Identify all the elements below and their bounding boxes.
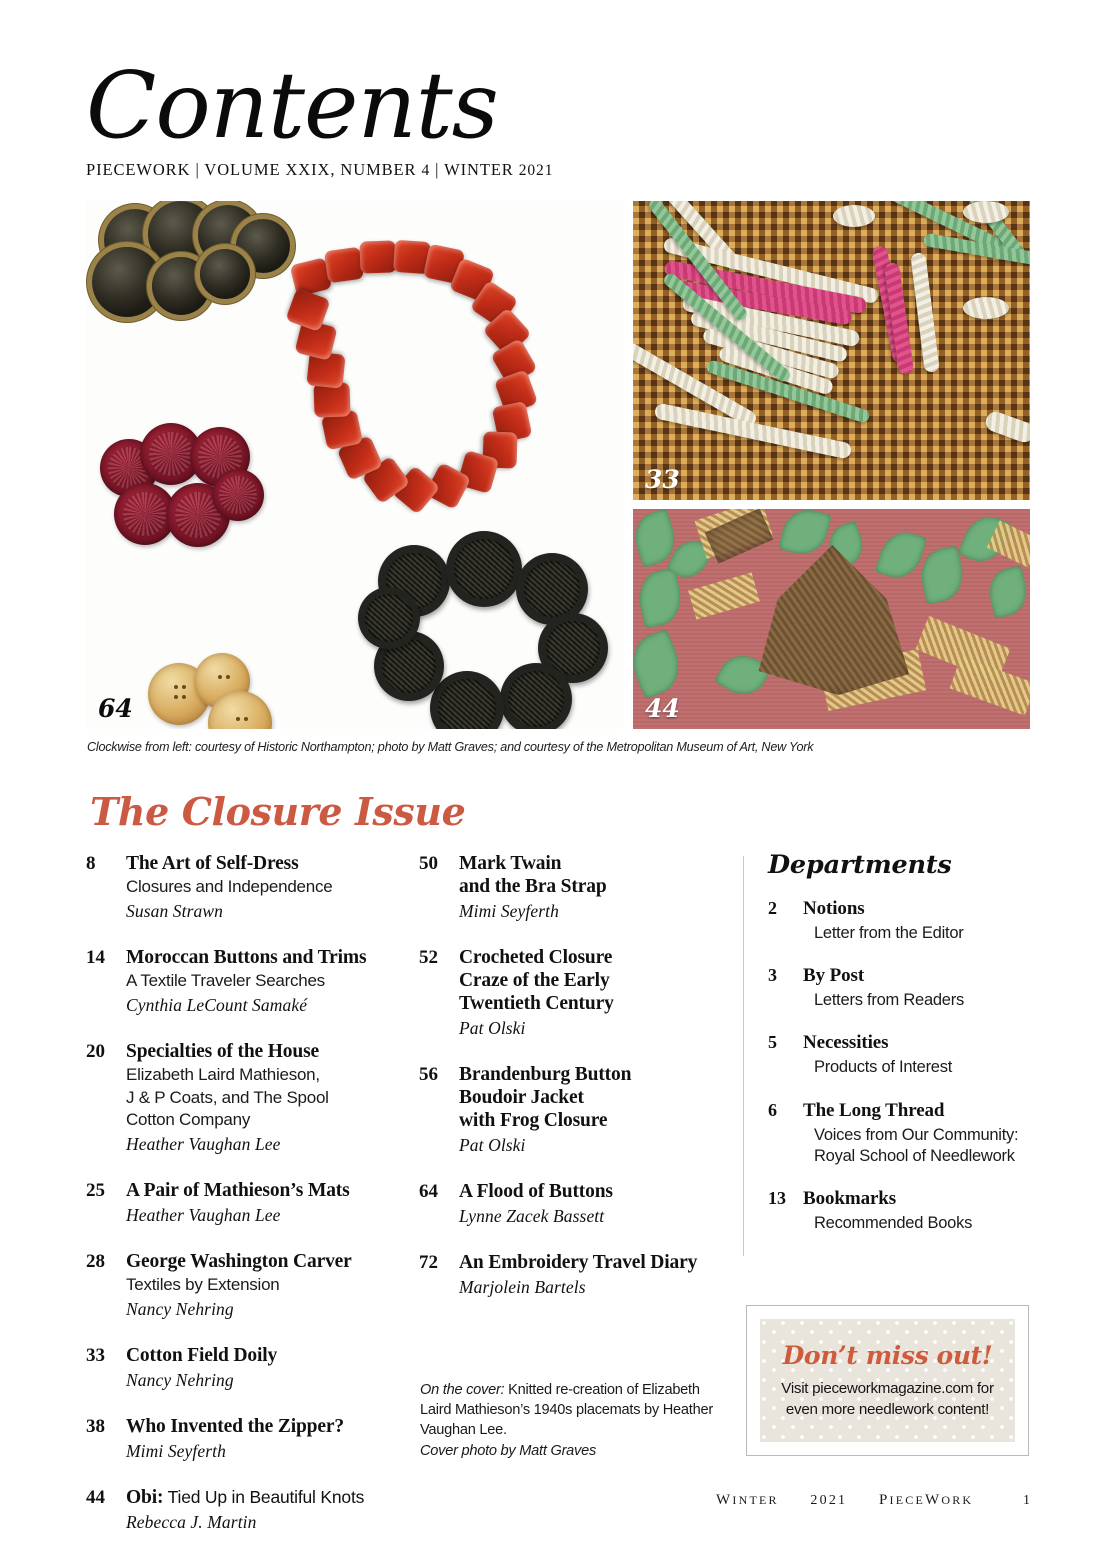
toc-entry-author: Nancy Nehring xyxy=(126,1369,234,1390)
toc-entry[interactable] xyxy=(86,1250,404,1321)
toc-entry-body xyxy=(459,1063,731,1157)
department-page-number: 6 xyxy=(768,1099,777,1120)
toc-entry[interactable] xyxy=(86,1344,404,1392)
department-title: By Post xyxy=(803,965,865,987)
toc-entry-body xyxy=(126,1179,404,1227)
department-subtitle: Products of Interest xyxy=(814,1058,953,1077)
toc-entry-body xyxy=(126,1344,404,1392)
toc-entry-author: Mimi Seyferth xyxy=(126,1440,226,1461)
toc-entry-subtitle: Closures and Independence xyxy=(126,877,333,896)
toc-entry-subtitle: Elizabeth Laird Mathieson, J & P Coats, and The Spool Cotton Company xyxy=(126,1065,329,1129)
toc-page-number: 72 xyxy=(419,1251,438,1273)
toc-entry[interactable] xyxy=(86,1040,404,1156)
toc-entry-title: An Embroidery Travel Diary xyxy=(459,1251,698,1273)
cover-note-text: Knitted re-creation of Elizabeth Laird Mathieson’s 1940s placemats by Heather Vaughan Lee. xyxy=(420,1382,713,1439)
toc-entry-body xyxy=(459,1180,731,1228)
toc-entry[interactable] xyxy=(86,1179,404,1227)
department-page-number: 3 xyxy=(768,965,777,986)
promo-body-text: Visit pieceworkmagazine.com for even more needlework content! xyxy=(781,1380,994,1418)
toc-entry-author: Heather Vaughan Lee xyxy=(126,1204,281,1225)
photo-burlap-embroidery xyxy=(633,201,1030,500)
photo-page-label-33: 33 xyxy=(645,465,680,494)
toc-entry-title: George Washington Carver xyxy=(126,1250,352,1272)
toc-entry-author: Cynthia LeCount Samaké xyxy=(126,995,308,1016)
toc-page-number: 20 xyxy=(86,1041,105,1063)
toc-entry[interactable] xyxy=(86,852,404,923)
promo-inner-panel xyxy=(760,1319,1015,1442)
toc-entry-title: A Pair of Mathieson’s Mats xyxy=(126,1179,350,1201)
department-entry-body xyxy=(803,1032,1058,1078)
toc-page-number: 38 xyxy=(86,1415,105,1437)
toc-entry-body xyxy=(126,1040,404,1156)
toc-entry-author: Nancy Nehring xyxy=(126,1299,234,1320)
toc-entry-author: Mimi Seyferth xyxy=(459,901,559,921)
toc-entry[interactable] xyxy=(419,852,731,923)
cover-photo-credit: Cover photo by Matt Graves xyxy=(420,1443,597,1460)
toc-entry-author: Pat Olski xyxy=(459,1017,526,1038)
photo-grid xyxy=(86,201,1030,729)
department-subtitle: Letters from Readers xyxy=(814,991,964,1010)
department-page-number: 5 xyxy=(768,1032,777,1053)
issue-heading: The Closure Issue xyxy=(90,789,466,834)
toc-page-number: 28 xyxy=(86,1250,105,1272)
department-title: Necessities xyxy=(803,1032,889,1054)
department-subtitle: Recommended Books xyxy=(814,1214,973,1233)
toc-entry-author: Pat Olski xyxy=(459,1134,526,1155)
department-entry[interactable] xyxy=(768,1100,1058,1168)
toc-entry[interactable] xyxy=(419,1180,731,1228)
promo-headline: Don’t miss out! xyxy=(782,1341,993,1371)
department-page-number: 2 xyxy=(768,898,777,918)
footer-folio: 1 xyxy=(1023,1493,1030,1508)
toc-entry-author: Heather Vaughan Lee xyxy=(126,1134,281,1155)
toc-entry-body xyxy=(126,852,404,923)
footer-magazine: PIECEWORK xyxy=(878,1492,974,1508)
photo-buttons-collection xyxy=(86,201,623,729)
toc-entry-body xyxy=(126,1415,404,1463)
departments-section xyxy=(768,850,1058,1256)
toc-entry-body xyxy=(126,946,404,1017)
department-title: Notions xyxy=(803,898,865,919)
department-entry[interactable] xyxy=(768,1032,1058,1078)
toc-page-number: 44 xyxy=(86,1486,105,1508)
department-entry-body xyxy=(803,1100,1058,1168)
toc-column-1 xyxy=(86,852,404,1557)
toc-entry-author: Susan Strawn xyxy=(126,901,223,922)
toc-entry-subtitle: A Textile Traveler Searches xyxy=(126,971,325,991)
toc-page-number: 52 xyxy=(419,946,438,968)
toc-entry-body xyxy=(459,1251,731,1299)
toc-entry-title: Obi: Tied Up in Beautiful Knots xyxy=(126,1486,365,1508)
toc-entry-title: A Flood of Buttons xyxy=(459,1180,613,1202)
toc-entry-title: Specialties of the House xyxy=(126,1041,320,1063)
issue-line: PIECEWORK | VOLUME XXIX, NUMBER 4 | WINTER 2021 xyxy=(86,160,554,180)
toc-page-number: 33 xyxy=(86,1344,105,1366)
toc-entry-title: Mark Twain and the Bra Strap xyxy=(459,853,607,897)
photo-page-label-64: 64 xyxy=(98,694,133,723)
department-entry-body xyxy=(803,1188,1058,1234)
toc-column-2 xyxy=(419,852,731,1321)
toc-entry-title: Moroccan Buttons and Trims xyxy=(126,947,367,969)
department-title: The Long Thread xyxy=(803,1099,945,1121)
toc-entry-title: Crocheted Closure Craze of the Early Twentieth Century xyxy=(459,946,614,1014)
toc-entry-title: Brandenburg Button Boudoir Jacket with Frog Closure xyxy=(459,1063,632,1131)
cover-note xyxy=(420,1380,720,1462)
toc-entry-title: Cotton Field Doily xyxy=(126,1344,278,1366)
department-subtitle: Letter from the Editor xyxy=(814,923,964,942)
masthead xyxy=(86,52,986,180)
department-entry[interactable] xyxy=(768,965,1058,1011)
toc-entry[interactable] xyxy=(419,1063,731,1157)
toc-entry-body xyxy=(126,1250,404,1321)
page-title: Contents xyxy=(86,52,498,159)
toc-entry-body xyxy=(459,946,731,1040)
photo-page-label-44: 44 xyxy=(645,694,680,723)
toc-page-number: 14 xyxy=(86,947,105,969)
department-title: Bookmarks xyxy=(803,1188,897,1210)
photo-obi-silk xyxy=(633,509,1030,729)
department-page-number: 13 xyxy=(768,1188,786,1209)
department-entry[interactable] xyxy=(768,898,1058,944)
department-entry-body xyxy=(803,965,1058,1011)
toc-entry-body xyxy=(459,852,731,923)
toc-entry-author: Marjolein Bartels xyxy=(459,1276,586,1297)
toc-entry-title: The Art of Self-Dress xyxy=(126,853,299,874)
toc-entry-author: Rebecca J. Martin xyxy=(126,1511,257,1532)
toc-entry[interactable] xyxy=(419,1251,731,1299)
page-footer xyxy=(0,1492,1116,1509)
promo-box[interactable] xyxy=(746,1305,1029,1456)
toc-entry-title-plain: Tied Up in Beautiful Knots xyxy=(163,1486,365,1507)
toc-entry[interactable] xyxy=(419,946,731,1040)
department-entry[interactable] xyxy=(768,1188,1058,1234)
column-divider xyxy=(743,856,744,1256)
footer-season: WINTER xyxy=(716,1492,779,1508)
toc-page-number: 50 xyxy=(419,853,438,874)
toc-page-number: 64 xyxy=(419,1180,438,1202)
toc-page-number: 8 xyxy=(86,853,96,874)
toc-entry[interactable] xyxy=(86,946,404,1017)
department-entry-body xyxy=(803,898,1058,944)
toc-entry-subtitle: Textiles by Extension xyxy=(126,1274,280,1294)
cover-note-lead: On the cover: xyxy=(420,1382,505,1398)
departments-list xyxy=(768,898,1058,1235)
photo-credit-caption: Clockwise from left: courtesy of Historic Northampton; photo by Matt Graves; and courtesy of the Metropolitan Museum of Art, New York xyxy=(87,739,814,754)
department-subtitle: Voices from Our Community: Royal School of Needlework xyxy=(814,1125,1019,1165)
toc-entry-author: Lynne Zacek Bassett xyxy=(459,1205,605,1226)
toc-entry[interactable] xyxy=(86,1415,404,1463)
toc-page-number: 56 xyxy=(419,1063,438,1085)
toc-entry-title: Who Invented the Zipper? xyxy=(126,1415,344,1437)
footer-year: 2021 xyxy=(810,1493,848,1508)
toc-page-number: 25 xyxy=(86,1179,105,1201)
departments-heading: Departments xyxy=(768,850,952,880)
